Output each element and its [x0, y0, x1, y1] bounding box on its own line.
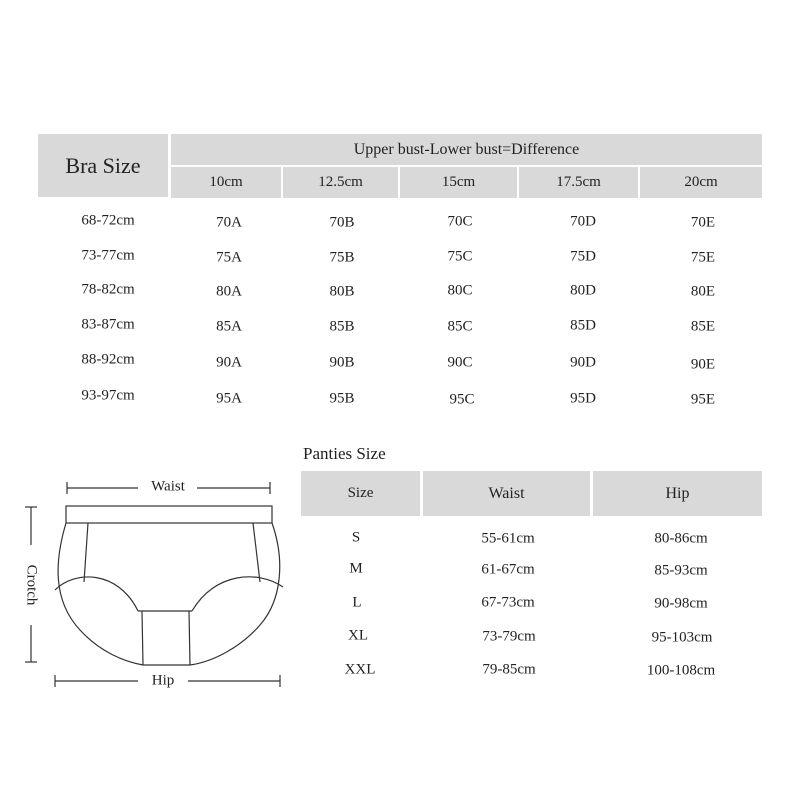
panties-hip-cell: 85-93cm — [654, 562, 708, 579]
difference-value: 17.5cm — [556, 174, 601, 190]
panties-waist-cell: 55-61cm — [481, 530, 535, 547]
crotch-label: Crotch — [23, 564, 40, 606]
panties-size-cell: XL — [348, 627, 368, 644]
difference-col-5 — [640, 167, 762, 198]
column-header: Waist — [488, 484, 525, 502]
bra-size-cell: 70A — [216, 214, 242, 231]
bra-size-cell: 85B — [329, 318, 355, 335]
bra-size-cell: 80E — [690, 283, 716, 300]
waist-label: Waist — [151, 478, 185, 495]
bra-size-cell: 70D — [570, 213, 596, 230]
panties-size-cell: XXL — [344, 661, 376, 678]
bra-size-cell: 85C — [447, 318, 473, 335]
bra-size-cell: 85D — [570, 317, 596, 334]
difference-value: 10cm — [209, 174, 243, 190]
panties-waist-cell: 73-79cm — [482, 628, 536, 645]
bra-size-cell: 90B — [329, 354, 355, 371]
panties-header-hip — [593, 471, 762, 516]
bra-size-cell: 95C — [449, 391, 475, 408]
bust-range: 78-82cm — [81, 281, 135, 298]
bra-size-cell: 95D — [570, 390, 596, 407]
bra-size-cell: 80D — [570, 282, 596, 299]
panties-hip-cell: 100-108cm — [646, 662, 716, 679]
panties-waist-cell: 61-67cm — [481, 561, 535, 578]
bra-size-cell: 90D — [570, 354, 596, 371]
panties-size-title: Panties Size — [303, 444, 386, 463]
bra-size-cell: 80B — [329, 283, 355, 300]
difference-col-4 — [519, 167, 638, 198]
panties-waist-cell: 79-85cm — [482, 661, 536, 678]
briefs-outline-icon — [0, 0, 300, 800]
panties-hip-cell: 80-86cm — [654, 530, 708, 547]
bra-size-cell: 75C — [447, 248, 473, 265]
difference-value: 12.5cm — [318, 174, 363, 190]
bra-size-cell: 85A — [216, 318, 242, 335]
panties-hip-cell: 95-103cm — [651, 629, 713, 646]
column-header: Hip — [665, 484, 690, 502]
difference-col-3 — [400, 167, 517, 198]
difference-value: 20cm — [684, 174, 718, 190]
panties-hip-cell: 90-98cm — [654, 595, 708, 612]
bra-size-cell: 70C — [447, 213, 473, 230]
bust-range: 83-87cm — [81, 316, 135, 333]
bra-size-cell: 70E — [690, 214, 716, 231]
panties-size-cell: L — [352, 594, 362, 611]
bra-size-cell: 90E — [690, 356, 716, 373]
panties-header-waist — [423, 471, 590, 516]
bust-range: 73-77cm — [81, 247, 135, 264]
bra-size-cell: 75A — [216, 249, 242, 266]
panties-size-cell: S — [351, 529, 361, 546]
bra-size-cell: 85E — [690, 318, 716, 335]
bra-size-cell: 80A — [216, 283, 242, 300]
bust-range: 93-97cm — [81, 387, 135, 404]
difference-header: Upper bust-Lower bust=Difference — [353, 140, 580, 158]
bra-size-cell: 80C — [447, 282, 473, 299]
difference-value: 15cm — [441, 174, 476, 190]
bra-size-cell: 95E — [690, 391, 716, 408]
bra-size-cell: 95B — [329, 390, 355, 407]
panties-header-size — [301, 471, 420, 516]
bra-size-cell: 95A — [216, 390, 242, 407]
bra-size-cell: 90A — [216, 354, 242, 371]
bra-size-cell: 90C — [447, 354, 473, 371]
bust-range: 88-92cm — [81, 351, 135, 368]
difference-col-2 — [283, 167, 398, 198]
bra-size-cell: 70B — [329, 214, 355, 231]
bra-size-title: Bra Size — [65, 152, 141, 178]
column-header: Size — [347, 485, 374, 501]
bra-size-cell: 75B — [329, 249, 355, 266]
hip-label: Hip — [151, 672, 175, 689]
panties-waist-cell: 67-73cm — [481, 594, 535, 611]
bra-size-cell: 75D — [570, 248, 596, 265]
panties-size-cell: M — [349, 560, 363, 577]
bust-range: 68-72cm — [81, 212, 135, 229]
bra-size-cell: 75E — [690, 249, 716, 266]
